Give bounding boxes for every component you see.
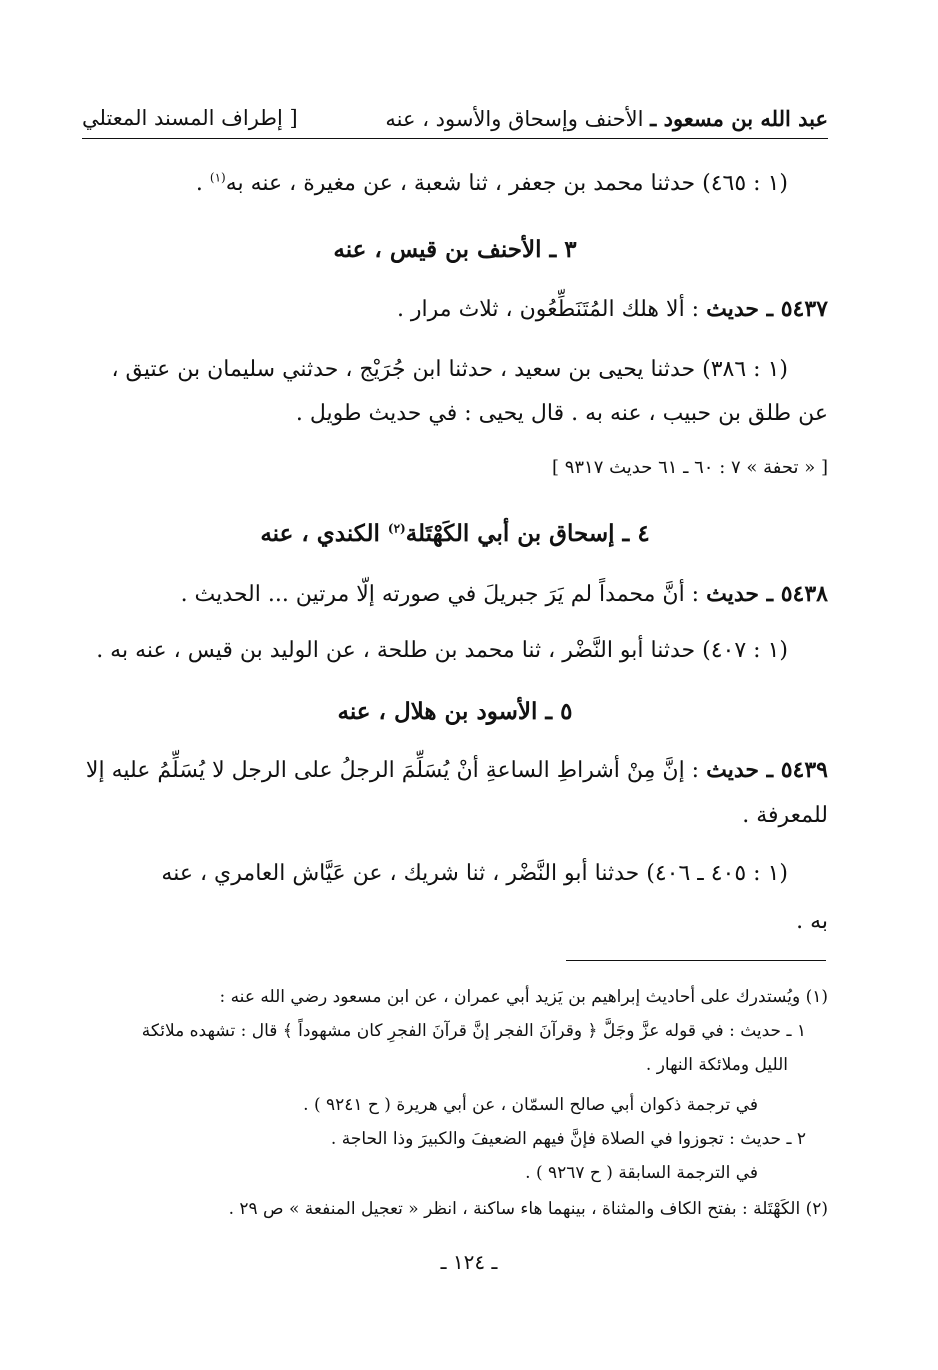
footnote-ref: (١) bbox=[209, 170, 226, 185]
footnote-line: في ترجمة ذكوان أبي صالح السمّان ، عن أبي هريرة ( ح ٩٢٤١ ) . bbox=[303, 1095, 758, 1115]
footnote-line: في الترجمة السابقة ( ح ٩٢٦٧ ) . bbox=[525, 1163, 758, 1183]
hadith-number: ٥٤٣٨ bbox=[780, 581, 828, 607]
hadith-text: : ألا هلك المُتَنَطِّعُون ، ثلاث مرار . bbox=[396, 297, 707, 322]
heading-text: الكندي ، عنه bbox=[260, 520, 388, 547]
hadith-label: ـ حديث bbox=[706, 296, 781, 322]
hadith-5437 bbox=[82, 293, 828, 326]
hadith-number: ٥٤٣٩ bbox=[780, 757, 828, 783]
heading-text: ٤ ـ إسحاق بن أبي الكَهْتَلة bbox=[405, 520, 650, 547]
footnote-1: (١) ويُستدرك على أحاديث إبراهيم بن يَزيد أبي عمران ، عن ابن مسعود رضي الله عنه : bbox=[219, 987, 828, 1007]
hadith-label: ـ حديث bbox=[706, 757, 781, 783]
page-number: ـ ١٢٤ ـ bbox=[440, 1250, 498, 1274]
header-title bbox=[385, 106, 828, 131]
isnad-line: (١ : ٤٠٥ ـ ٤٠٦) حدثنا أبو النَّضْر ، ثنا شريك ، عن عَيَّاش العامري ، عنه bbox=[161, 861, 788, 886]
isnad-line: (١ : ٤٠٧) حدثنا أبو النَّضْر ، ثنا محمد بن طلحة ، عن الوليد بن قيس ، عنه به . bbox=[96, 638, 788, 663]
hadith-text: : أنَّ محمداً لم يَرَ جبريلَ في صورته إلّا مرتين ... الحديث . bbox=[180, 582, 707, 607]
isnad-end: . bbox=[195, 171, 210, 196]
header-author: عبد الله بن مسعود ـ bbox=[650, 105, 828, 131]
hadith-label: ـ حديث bbox=[706, 581, 781, 607]
hadith-5438 bbox=[82, 578, 828, 611]
isnad-line: (١ : ٣٨٦) حدثنا يحيى بن سعيد ، حدثنا ابن جُرَيْج ، حدثني سليمان بن عتيق ، bbox=[111, 357, 788, 382]
hadith-text: : إنَّ مِنْ أشراطِ الساعةِ أنْ يُسَلِّمَ الرجلُ على الرجل لا يُسَلِّمُ عليه إلا bbox=[85, 758, 707, 783]
section-heading-4 bbox=[82, 518, 828, 550]
footnote-2: (٢) الكَهْتَلة : بفتح الكاف والمثناة ، بينهما هاء ساكنة ، انظر « تعجيل المنفعة » ص ٢٩ . bbox=[228, 1199, 828, 1219]
running-header bbox=[82, 98, 828, 139]
isnad-line: به . bbox=[796, 909, 828, 934]
isnad-line: عن طلق بن حبيب ، عنه به . قال يحيى : في حديث طويل . bbox=[295, 401, 828, 426]
footnote-line: ٢ ـ حديث : تجوزوا في الصلاة فإنَّ فيهم الضعيفَ والكبيرَ وذا الحاجة . bbox=[330, 1129, 806, 1149]
section-heading-5: ٥ ـ الأسود بن هلال ، عنه bbox=[337, 698, 573, 725]
hadith-continuation: للمعرفة . bbox=[742, 803, 828, 828]
footnote-ref: (٢) bbox=[387, 521, 406, 536]
tuhfa-reference: [ « تحفة » ٧ : ٦٠ ـ ٦١ حديث ٩٣١٧ ] bbox=[551, 457, 828, 478]
hadith-number: ٥٤٣٧ bbox=[780, 296, 828, 322]
header-subtitle: الأحنف وإسحاق والأسود ، عنه bbox=[385, 106, 651, 131]
isnad-text: (١ : ٤٦٥) حدثنا محمد بن جعفر ، ثنا شعبة ، عن مغيرة ، عنه به bbox=[225, 171, 788, 196]
footnote-line: الليل وملائكة النهار . bbox=[645, 1055, 788, 1075]
isnad-line bbox=[82, 168, 828, 200]
hadith-5439 bbox=[82, 754, 828, 787]
footnote-line: ١ ـ حديث : في قوله عزَّ وجَلَّ ﴿ وقرآنَ الفجر إنَّ قرآنَ الفجرِ كان مشهوداً ﴾ قال : تشهده ملائكة bbox=[141, 1021, 806, 1041]
footnote-separator bbox=[566, 960, 826, 961]
section-heading-3: ٣ ـ الأحنف بن قيس ، عنه bbox=[333, 236, 577, 263]
header-book-title: [ إطراف المسند المعتلي bbox=[82, 106, 298, 130]
